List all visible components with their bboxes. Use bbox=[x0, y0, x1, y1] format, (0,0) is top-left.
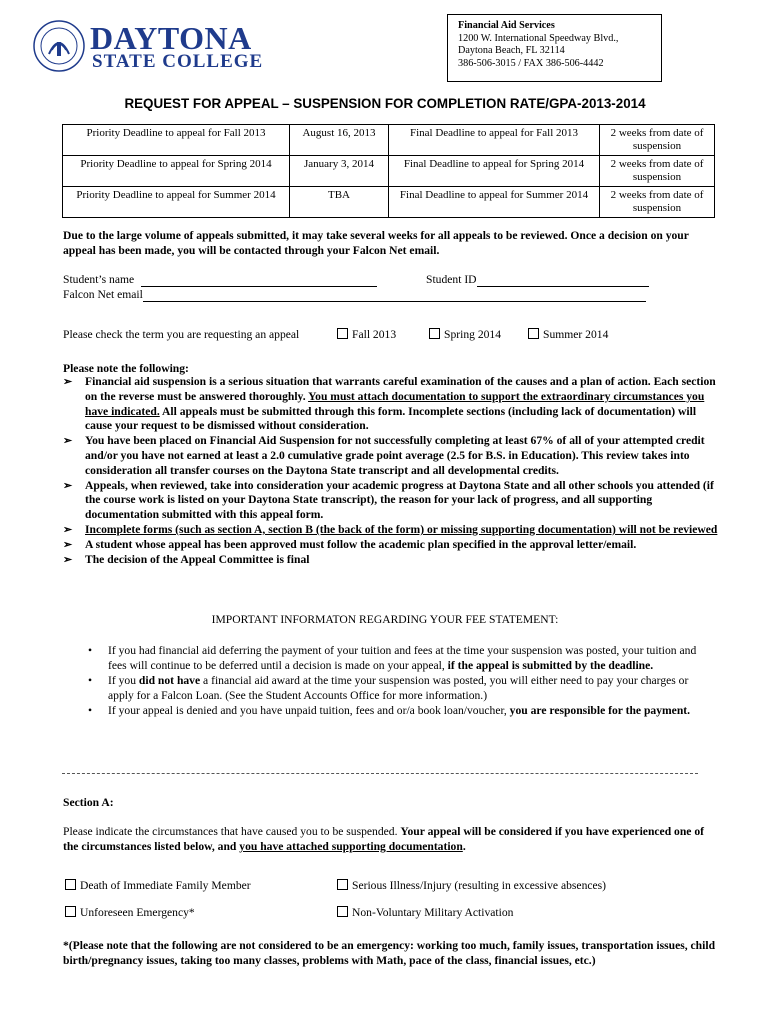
intro-text-end: . bbox=[462, 840, 466, 853]
student-name-label: Student’s name bbox=[63, 273, 135, 286]
note-text: All appeals must be submitted through this form. Incomplete sections (including lack of documentation) will cause your request to be dismissed without consideration. bbox=[85, 404, 697, 433]
note-item bbox=[63, 523, 718, 538]
office-street: 1200 W. International Speedway Blvd., bbox=[458, 32, 619, 44]
section-a-intro bbox=[63, 824, 718, 854]
falcon-email-row bbox=[63, 287, 646, 302]
checkbox-death[interactable] bbox=[65, 879, 76, 890]
office-name: Financial Aid Services bbox=[458, 20, 555, 31]
checkbox-fall[interactable] bbox=[337, 328, 348, 339]
bullet-icon: • bbox=[88, 674, 93, 687]
priority-label: Priority Deadline to appeal for Summer 2014 bbox=[63, 187, 290, 218]
term-option-fall[interactable] bbox=[337, 327, 396, 342]
deadline-row-spring bbox=[63, 156, 715, 187]
priority-date: TBA bbox=[290, 187, 389, 218]
fee-item bbox=[88, 703, 716, 718]
circumstance-option-death[interactable] bbox=[65, 878, 251, 893]
priority-label: Priority Deadline to appeal for Spring 2014 bbox=[63, 156, 290, 187]
circumstance-option-illness[interactable] bbox=[337, 878, 606, 893]
arrow-bullet-icon: ➢ bbox=[63, 523, 73, 536]
intro-text-underlined: you have attached supporting documentation bbox=[239, 840, 463, 853]
bullet-icon: • bbox=[88, 644, 93, 657]
section-a-heading: Section A: bbox=[63, 796, 114, 809]
student-id-field[interactable] bbox=[477, 275, 649, 287]
priority-date: January 3, 2014 bbox=[290, 156, 389, 187]
fee-text-bold: you are responsible for the payment. bbox=[509, 704, 691, 717]
priority-label: Priority Deadline to appeal for Fall 2013 bbox=[63, 125, 290, 156]
note-item bbox=[63, 375, 718, 434]
fee-text-bold: if the appeal is submitted by the deadline. bbox=[447, 659, 654, 672]
student-name-field[interactable] bbox=[141, 275, 377, 287]
section-separator bbox=[62, 773, 698, 774]
note-text: The decision of the Appeal Committee is final bbox=[85, 552, 310, 566]
fee-list bbox=[88, 643, 716, 718]
office-address-box bbox=[447, 14, 662, 82]
note-item bbox=[63, 479, 718, 523]
final-label: Final Deadline to appeal for Fall 2013 bbox=[389, 125, 600, 156]
priority-date: August 16, 2013 bbox=[290, 125, 389, 156]
fee-item bbox=[88, 673, 716, 703]
checkbox-summer[interactable] bbox=[528, 328, 539, 339]
notes-heading: Please note the following: bbox=[63, 362, 189, 375]
logo-wordmark-state-college: STATE COLLEGE bbox=[92, 51, 264, 72]
bullet-icon: • bbox=[88, 704, 93, 717]
note-text: A student whose appeal has been approved must follow the academic plan specified in the approval letter/email. bbox=[85, 537, 637, 551]
note-text-underlined: You must attach documentation to support the extraordinary circumstances you have indicated. bbox=[85, 389, 705, 418]
fee-text: If your appeal is denied and you have unpaid tuition, fees and or/a book loan/voucher, bbox=[108, 704, 507, 717]
note-text-underlined: Incomplete forms (such as section A, section B (the back of the form) or missing supporting documentation) will not be reviewed bbox=[85, 522, 718, 536]
logo-wordmark-daytona: DAYTONA bbox=[90, 20, 252, 56]
note-item bbox=[63, 434, 718, 478]
circumstance-label: Non-Voluntary Military Activation bbox=[352, 906, 514, 919]
deadline-table bbox=[62, 124, 715, 218]
fee-text: a financial aid award at the time your suspension was posted, you will either need to pay your charges or apply for a Falcon Loan. (See the Student Accounts Office for more information.) bbox=[108, 674, 689, 702]
term-option-label: Summer 2014 bbox=[543, 328, 609, 341]
term-option-spring[interactable] bbox=[429, 327, 501, 342]
arrow-bullet-icon: ➢ bbox=[63, 553, 73, 566]
circumstance-label: Unforeseen Emergency* bbox=[80, 906, 195, 919]
note-text: Appeals, when reviewed, take into consideration your academic progress at Daytona State and all other schools you attended (if the course work is listed on your Daytona State transcript), the reason for your lack of progress, and all supporting documentation submitted with this appeal form. bbox=[85, 478, 714, 522]
form-title: REQUEST FOR APPEAL – SUSPENSION FOR COMPLETION RATE/GPA-2013-2014 bbox=[124, 96, 646, 111]
final-label: Final Deadline to appeal for Summer 2014 bbox=[389, 187, 600, 218]
checkbox-illness[interactable] bbox=[337, 879, 348, 890]
term-option-label: Spring 2014 bbox=[444, 328, 502, 341]
final-date: 2 weeks from date of suspension bbox=[600, 125, 715, 156]
circumstance-option-military[interactable] bbox=[337, 905, 513, 920]
final-date: 2 weeks from date of suspension bbox=[600, 187, 715, 218]
fee-text: If you had financial aid deferring the payment of your tuition and fees at the time your suspension was posted, your tuition and fees will continue to be deferred until a decision is made on your appeal, bbox=[108, 644, 697, 672]
arrow-bullet-icon: ➢ bbox=[63, 376, 73, 388]
term-prompt: Please check the term you are requesting an appeal bbox=[63, 328, 300, 341]
student-id-row bbox=[426, 272, 649, 287]
final-date: 2 weeks from date of suspension bbox=[600, 156, 715, 187]
note-text: Financial aid suspension is a serious situation that warrants careful examination of the causes and a plan of action. Each section on the reverse must be answered thoroughly. bbox=[85, 375, 716, 403]
arrow-bullet-icon: ➢ bbox=[63, 538, 73, 551]
fee-text-bold: did not have bbox=[138, 674, 201, 687]
note-item bbox=[63, 538, 718, 553]
fee-heading: IMPORTANT INFORMATON REGARDING YOUR FEE STATEMENT: bbox=[211, 613, 559, 626]
term-option-summer[interactable] bbox=[528, 327, 608, 342]
office-city: Daytona Beach, FL 32114 bbox=[458, 45, 565, 56]
circumstance-label: Serious Illness/Injury (resulting in excessive absences) bbox=[352, 879, 607, 892]
emergency-footnote: *(Please note that the following are not considered to be an emergency: working too much, family issues, transportation issues, child birth/pregnancy issues, taking too many classes, problems with Math, pace of the class, financial issues, etc.) bbox=[63, 939, 716, 967]
student-id-label: Student ID bbox=[426, 273, 477, 286]
college-seal-icon bbox=[33, 20, 85, 72]
checkbox-military[interactable] bbox=[337, 906, 348, 917]
intro-text: Please indicate the circumstances that have caused you to be suspended. bbox=[63, 825, 398, 838]
term-option-label: Fall 2013 bbox=[352, 328, 397, 341]
circumstance-label: Death of Immediate Family Member bbox=[80, 879, 251, 892]
fee-item bbox=[88, 643, 716, 673]
circumstance-option-emergency[interactable] bbox=[65, 905, 195, 920]
final-label: Final Deadline to appeal for Spring 2014 bbox=[389, 156, 600, 187]
arrow-bullet-icon: ➢ bbox=[63, 435, 73, 448]
checkbox-spring[interactable] bbox=[429, 328, 440, 339]
note-item bbox=[63, 553, 718, 568]
notes-list bbox=[63, 375, 718, 567]
intro-text-bold: Your appeal will be considered if you have experienced one of the circumstances listed below, and bbox=[63, 825, 704, 853]
deadline-row-fall bbox=[63, 125, 715, 156]
deadline-row-summer bbox=[63, 187, 715, 218]
fee-text: If you bbox=[108, 674, 137, 687]
falcon-email-field[interactable] bbox=[143, 290, 646, 302]
note-text: You have been placed on Financial Aid Suspension for not successfully completing at least 67% of all of your attempted credit and/or you have not earned at least a 2.0 cumulative grade point average (2.5 for B.S. in Education). This review takes into consideration all transfer courses on the Daytona State transcript and all developmental credits. bbox=[85, 434, 705, 477]
checkbox-emergency[interactable] bbox=[65, 906, 76, 917]
student-name-row bbox=[63, 272, 377, 287]
review-notice: Due to the large volume of appeals submitted, it may take several weeks for all appeals to be reviewed. Once a decision on your appeal has been made, you will be contacted through your Falcon Net email. bbox=[63, 229, 689, 257]
office-phone: 386-506-3015 / FAX 386-506-4442 bbox=[458, 57, 604, 69]
arrow-bullet-icon: ➢ bbox=[63, 479, 73, 492]
falcon-email-label: Falcon Net email bbox=[63, 288, 143, 301]
